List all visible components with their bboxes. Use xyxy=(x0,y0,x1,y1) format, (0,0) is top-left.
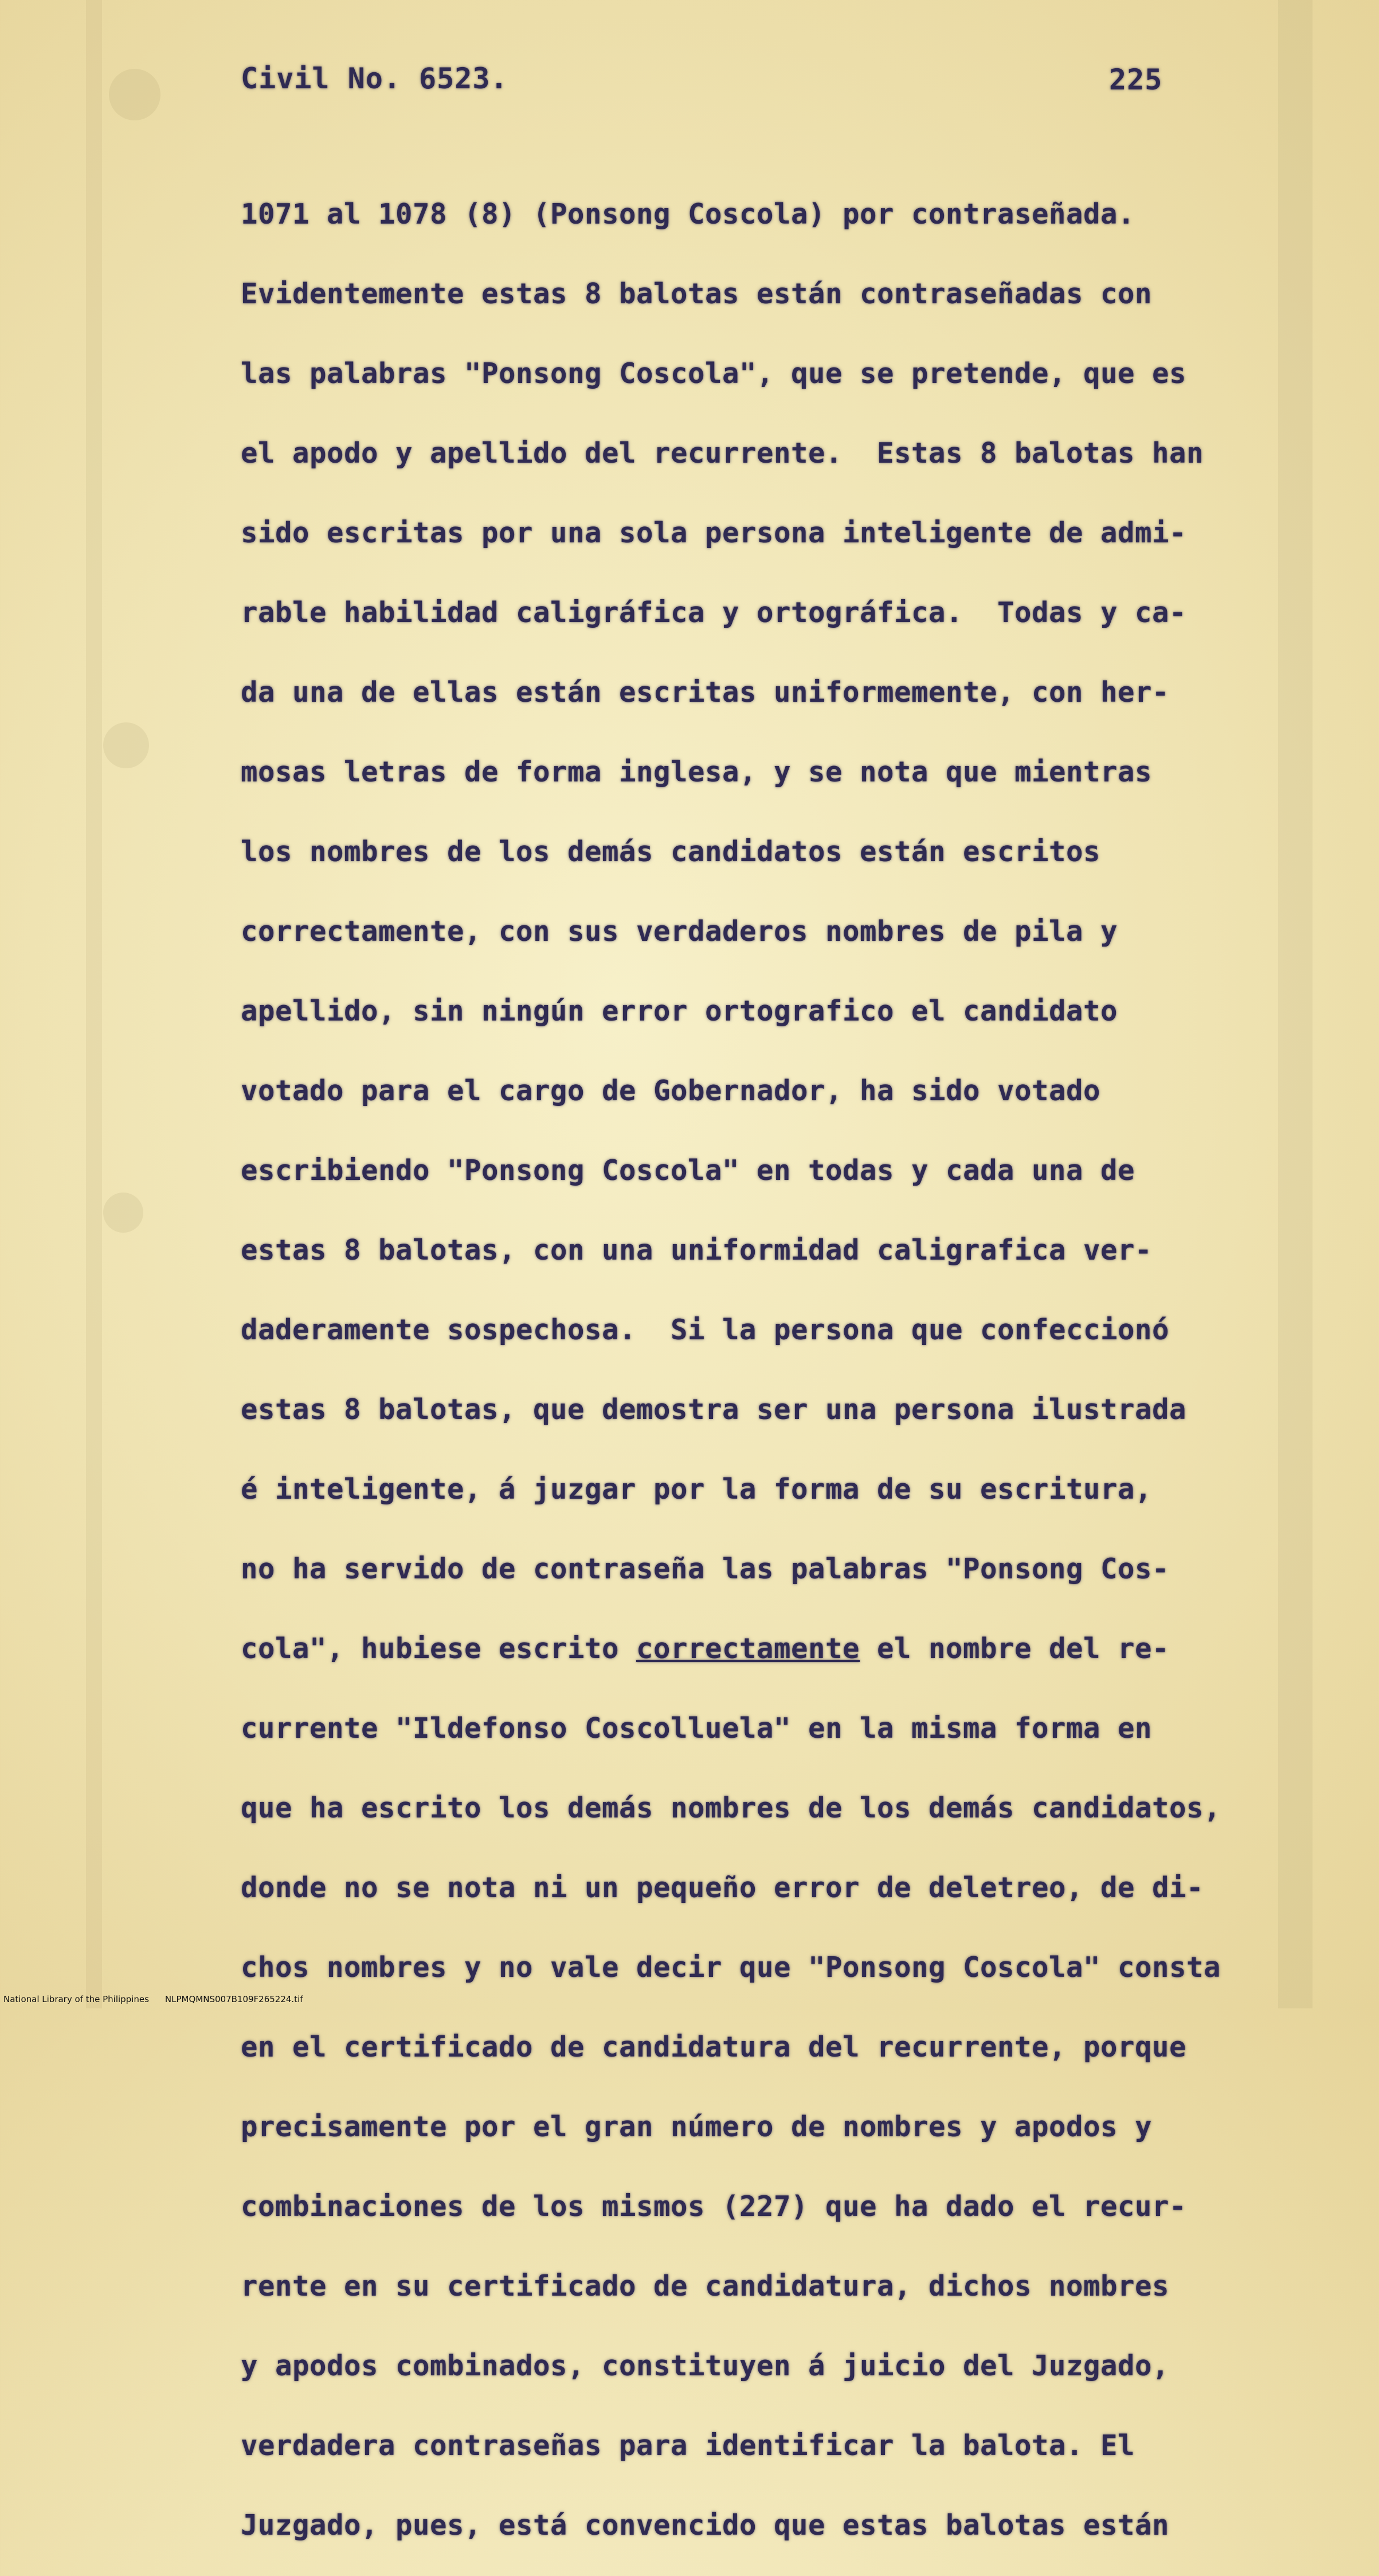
scan-file-id: NLPMQMNS007B109F265224.tif xyxy=(164,1994,303,2004)
text-line: sido escritas por una sola persona inteligente de admi- xyxy=(241,517,1187,549)
text-line: verdadera contraseñas para identificar la balota. El xyxy=(241,2429,1135,2462)
text-line: correctamente, con sus verdaderos nombres de pila y xyxy=(241,915,1118,948)
text-line: que ha escrito los demás nombres de los demás candidatos, xyxy=(241,1792,1221,1824)
scan-footer xyxy=(3,1994,319,2004)
text-line: da una de ellas están escritas uniformemente, con her- xyxy=(241,676,1170,709)
library-name: National Library of the Philippines xyxy=(3,1994,149,2004)
text-line: apellido, sin ningún error ortografico el candidato xyxy=(241,995,1118,1027)
text-line: currente "Ildefonso Coscolluela" en la misma forma en xyxy=(241,1712,1153,1745)
text-line: escribiendo "Ponsong Coscola" en todas y cada una de xyxy=(241,1154,1135,1187)
text-segment: cola", hubiese escrito xyxy=(241,1632,637,1665)
text-line: daderamente sospechosa. Si la persona que confeccionó xyxy=(241,1314,1170,1346)
case-number: Civil No. 6523. xyxy=(241,62,508,95)
text-line: mosas letras de forma inglesa, y se nota que mientras xyxy=(241,756,1153,788)
text-line: chos nombres y no vale decir que "Ponsong Coscola" consta xyxy=(241,1951,1221,1984)
text-line: estas 8 balotas, con una uniformidad caligrafica ver- xyxy=(241,1234,1153,1266)
text-line: precisamente por el gran número de nombres y apodos y xyxy=(241,2110,1153,2143)
text-line: donde no se nota ni un pequeño error de deletreo, de di- xyxy=(241,1871,1204,1904)
paper-stain xyxy=(103,1193,143,1233)
text-line: y apodos combinados, constituyen á juicio del Juzgado, xyxy=(241,2350,1170,2382)
paper-stain xyxy=(109,69,160,120)
paper-crease xyxy=(86,0,102,2008)
text-line: los nombres de los demás candidatos están escritos xyxy=(241,835,1101,868)
text-line: las palabras "Ponsong Coscola", que se pretende, que es xyxy=(241,357,1187,390)
underlined-word: correctamente xyxy=(636,1632,860,1665)
text-line: rente en su certificado de candidatura, dichos nombres xyxy=(241,2270,1170,2303)
text-line: estas 8 balotas, que demostra ser una persona ilustrada xyxy=(241,1393,1187,1426)
text-line: el apodo y apellido del recurrente. Estas 8 balotas han xyxy=(241,437,1204,470)
paper-stain xyxy=(103,722,149,768)
page-number: 225 xyxy=(1109,63,1163,96)
paper-edge-shadow xyxy=(1278,0,1313,2008)
text-line: 1071 al 1078 (8) (Ponsong Coscola) por contraseñada. xyxy=(241,198,1135,230)
text-line: Juzgado, pues, está convencido que estas balotas están xyxy=(241,2509,1170,2542)
text-segment: el nombre del re- xyxy=(860,1632,1170,1665)
text-line: no ha servido de contraseña las palabras "Ponsong Cos- xyxy=(241,1553,1170,1585)
text-line: combinaciones de los mismos (227) que ha dado el recur- xyxy=(241,2190,1187,2223)
text-line-underlined xyxy=(241,1620,1215,1678)
text-line: rable habilidad caligráfica y ortográfica. Todas y ca- xyxy=(241,596,1187,629)
text-line: en el certificado de candidatura del recurrente, porque xyxy=(241,2031,1187,2063)
text-line: Evidentemente estas 8 balotas están contraseñadas con xyxy=(241,277,1153,310)
text-line: é inteligente, á juzgar por la forma de su escritura, xyxy=(241,1473,1153,1506)
text-line: votado para el cargo de Gobernador, ha sido votado xyxy=(241,1074,1101,1107)
typed-body-text xyxy=(241,163,1221,2576)
